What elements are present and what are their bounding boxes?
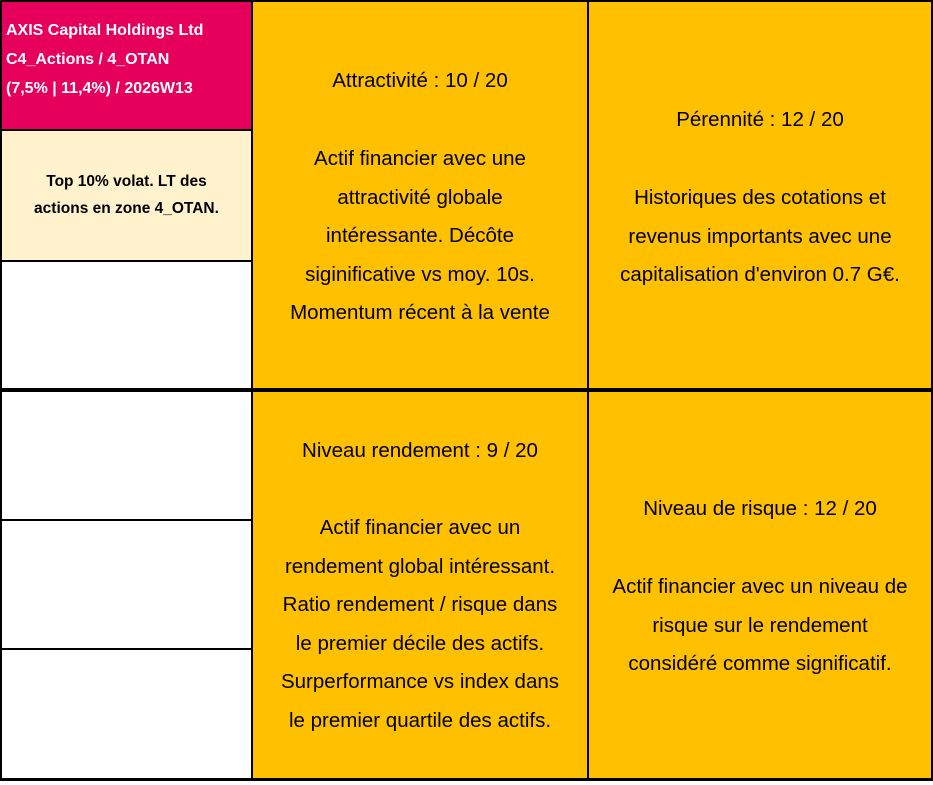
rendement-description: Actif financier avec un rendement global intéressant. Ratio rendement / risque dans le premier décile des actifs. Surperformance vs index dans le premier quartile des actifs. bbox=[280, 516, 560, 732]
rendement-cell bbox=[251, 390, 589, 780]
perennite-title: Pérennité : 12 / 20 bbox=[676, 108, 844, 131]
asset-name: AXIS Capital Holdings Ltd bbox=[6, 22, 204, 39]
asset-stats: (7,5% | 11,4%) / 2026W13 bbox=[6, 80, 193, 97]
risque-cell bbox=[587, 390, 933, 780]
empty-cell-2 bbox=[0, 390, 253, 521]
empty-cell-3 bbox=[0, 519, 253, 650]
perennite-description: Historiques des cotations et revenus importants avec une capitalisation d'environ 0.7 G€. bbox=[620, 186, 900, 287]
attractivite-description: Actif financier avec une attractivité globale intéressante. Décôte siginificative vs moy. 10s. Momentum récent à la vente bbox=[290, 147, 550, 325]
empty-cell-4 bbox=[0, 648, 253, 780]
asset-category: C4_Actions / 4_OTAN bbox=[6, 51, 170, 68]
empty-cell-1 bbox=[0, 260, 253, 390]
attractivite-cell bbox=[251, 0, 589, 390]
rendement-title: Niveau rendement : 9 / 20 bbox=[302, 439, 538, 462]
risque-description: Actif financier avec un niveau de risque sur le rendement considéré comme significatif. bbox=[612, 575, 908, 676]
volatility-note-cell bbox=[0, 129, 253, 262]
perennite-cell bbox=[587, 0, 933, 390]
asset-header-cell bbox=[0, 0, 253, 131]
attractivite-title: Attractivité : 10 / 20 bbox=[332, 69, 508, 92]
volatility-note: Top 10% volat. LT des actions en zone 4_OTAN. bbox=[34, 173, 219, 217]
table-bottom-border bbox=[0, 778, 933, 781]
asset-header bbox=[2, 2, 251, 103]
risque-title: Niveau de risque : 12 / 20 bbox=[643, 497, 877, 520]
